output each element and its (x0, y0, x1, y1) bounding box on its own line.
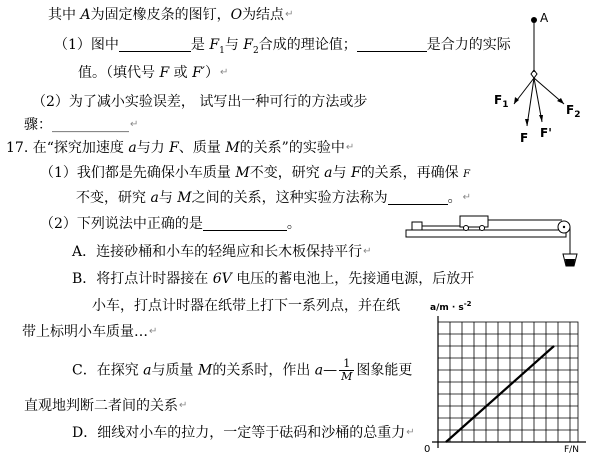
paragraph-mark-icon: ↵ (406, 427, 415, 438)
f-prime-arrowhead (539, 115, 543, 122)
f-label: F (520, 131, 529, 145)
option-c-line-2: 直观地判断二者间的关系↵ (24, 398, 188, 414)
apparatus-diagram (398, 196, 598, 272)
answer-blank-4[interactable] (203, 216, 287, 231)
graph-x-axis-label: F/N (564, 445, 579, 455)
cart-wheel-icon (480, 226, 485, 231)
f-arrowhead (525, 119, 529, 126)
timer-icon (412, 222, 422, 230)
paragraph-mark-icon: ↵ (363, 246, 372, 257)
cart-wheel-icon (464, 226, 469, 231)
question-17-part-1: （1）我们都是先确保小车质量 M不变，研究 a与 F的关系，再确保 F (40, 165, 471, 181)
question-2-line-2: 骤：___________↵ (24, 117, 139, 133)
graph-grid (438, 322, 578, 442)
option-b-line-1: B．将打点计时器接在 6V 电压的蓄电池上，先接通电源，后放开 (72, 271, 475, 287)
paragraph-mark-icon: ↵ (179, 400, 188, 411)
option-b-line-3: 带上标明小车质量…↵ (22, 324, 158, 340)
question-1-line-2: 值。（填代号 F 或 F′）↵ (78, 65, 229, 81)
f1-label: $F_1$ (494, 93, 509, 110)
question-2-line: （2）为了减小实验误差， 试写出一种可行的方法或步 (32, 94, 368, 110)
pin-dot-icon (531, 17, 537, 23)
question-17-part-2: （2）下列说法中正确的是 。 (40, 216, 301, 232)
question-17-part-1-line-2: 不变，研究 a与 M之间的关系，这种实验方法称为 。↵ (76, 190, 471, 206)
pin-description: 其中 A为固定橡皮条的图钉，O为结点↵ (48, 7, 294, 23)
paragraph-mark-icon: ↵ (130, 119, 139, 130)
pin-label: A (540, 11, 549, 25)
graph-y-axis-label: $a/m \cdot s^{-2}$ (430, 300, 472, 313)
a-f-graph (416, 298, 592, 458)
option-b-line-2: 小车，打点计时器在纸带上打下一系列点，并在纸 (92, 298, 400, 314)
fraction-1-over-m: $\frac{1}{M}$ (341, 357, 353, 383)
paragraph-mark-icon: ↵ (345, 142, 355, 153)
cart-icon (460, 216, 488, 227)
paragraph-mark-icon: ↵ (285, 9, 294, 20)
sand-fill (565, 259, 575, 266)
force-diagram (478, 0, 586, 152)
pulley-axle (563, 226, 565, 228)
long-board (406, 230, 566, 237)
graph-origin-label: 0 (424, 444, 431, 455)
option-c-line-1: C．在探究 a与质量 M的关系时，作出 a— $\frac{1}{M}$ 图象能更 (72, 357, 413, 383)
answer-blank-2[interactable] (357, 37, 427, 52)
f-prime-label: F' (540, 126, 552, 140)
paragraph-mark-icon: ↵ (462, 192, 471, 203)
option-a: A．连接砂桶和小车的轻绳应和长木板保持平行↵ (72, 244, 372, 260)
question-17-title: 17. 在“探究加速度 a与力 F、质量 M的关系”的实验中↵ (6, 140, 355, 156)
question-1-line: （1）图中 是 $F_1$与 $F_2$合成的理论值； 是合力的实际 (54, 37, 511, 56)
option-d: D．细线对小车的拉力，一定等于砝码和沙桶的总重力↵ (72, 425, 415, 441)
answer-blank-1[interactable] (119, 37, 191, 52)
f2-label: $F_2$ (566, 103, 581, 120)
paragraph-mark-icon: ↵ (219, 67, 229, 78)
paragraph-mark-icon: ↵ (149, 326, 158, 337)
